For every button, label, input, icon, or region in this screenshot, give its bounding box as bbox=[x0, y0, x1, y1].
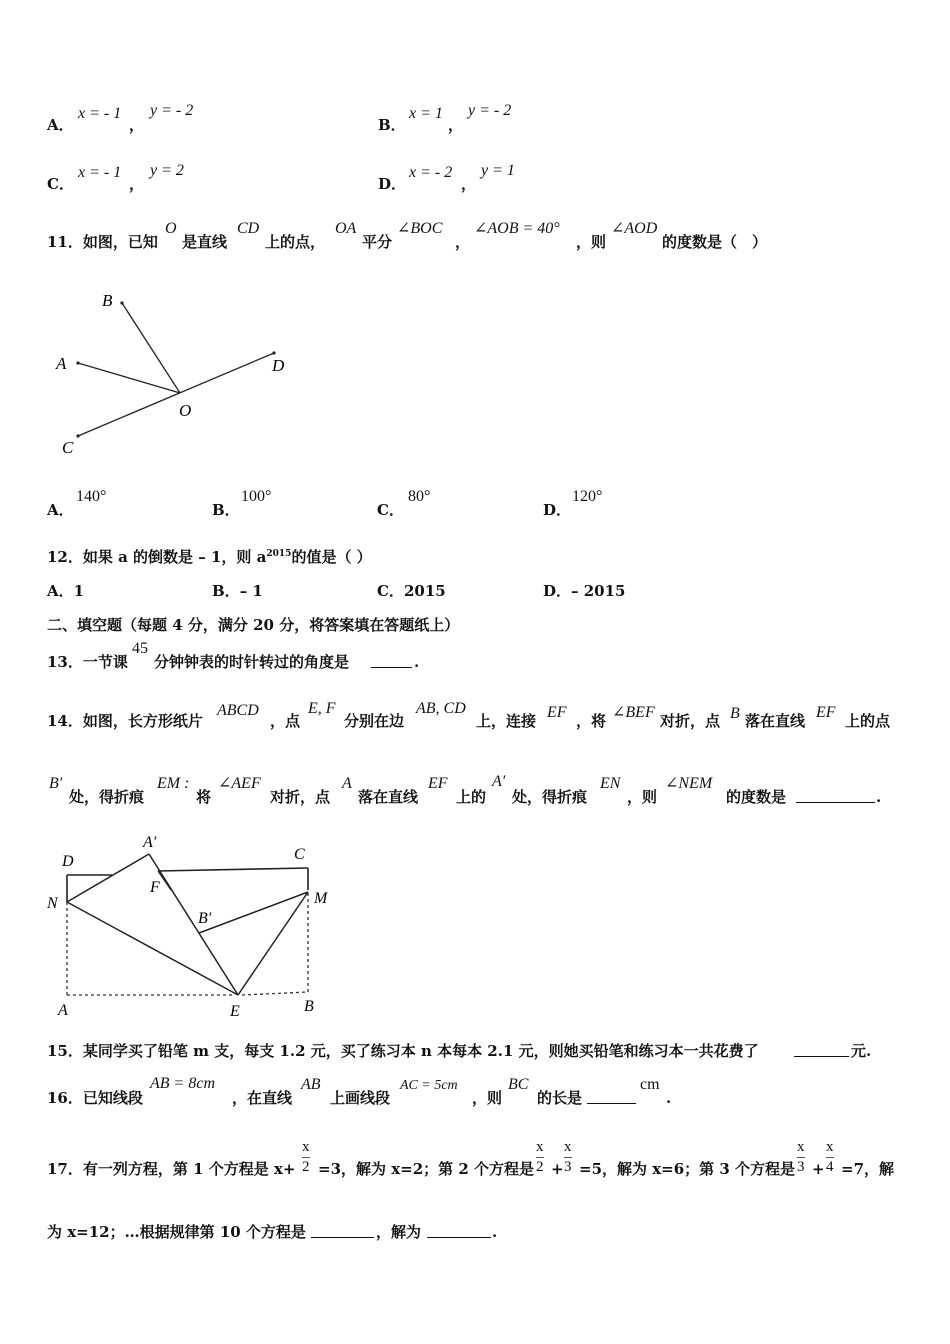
section-2-heading: 二、填空题（每题 4 分，满分 20 分，将答案填在答题纸上） bbox=[47, 616, 460, 634]
q11-line-cd: CD bbox=[237, 220, 260, 237]
q17-stem-3: =5，解为 x=6；第 3 个方程是 bbox=[579, 1160, 796, 1178]
q12-option-b: B．– 1 bbox=[212, 582, 263, 600]
q11-stem-4: 平分 bbox=[362, 233, 393, 251]
q14-angle-bef: ∠BEF bbox=[612, 704, 655, 721]
q16-stem-5: 的长是 bbox=[537, 1089, 583, 1107]
q11-option-b-letter: B． bbox=[212, 501, 240, 519]
q14-label-a-prime: A′ bbox=[143, 834, 157, 851]
q11-option-c-letter: C． bbox=[377, 501, 404, 519]
q14-crease-en: EN bbox=[600, 775, 621, 792]
q10-option-c-letter: C． bbox=[47, 175, 74, 193]
q17-stem-4: =7，解 bbox=[841, 1160, 895, 1178]
q14-label-f: F bbox=[150, 879, 160, 896]
q10-option-b-x: x = 1 bbox=[409, 105, 443, 122]
q11-option-c-value: 80° bbox=[408, 488, 431, 505]
q11-option-a-value: 140° bbox=[76, 488, 107, 505]
q16-stem-3: 上画线段 bbox=[330, 1089, 391, 1107]
q16-stem-2: ，在直线 bbox=[232, 1089, 293, 1107]
q10-comma: ， bbox=[461, 175, 477, 193]
q11-stem-2: 是直线 bbox=[182, 233, 228, 251]
q14-sides-ab-cd: AB, CD bbox=[416, 700, 466, 717]
q14-l2-5: 对折，点 bbox=[270, 788, 331, 806]
q11-angle-boc: ∠BOC bbox=[397, 220, 443, 237]
q11-stem-5: ， bbox=[455, 233, 471, 251]
q17-fraction-5: x 4 bbox=[826, 1139, 834, 1175]
q14-l1-6: 上，连接 bbox=[476, 712, 537, 730]
q13-stem-2: 分钟钟表的时针转过的角度是 bbox=[154, 653, 350, 671]
q11-label-a: A bbox=[56, 354, 67, 373]
q11-stem-7: 的度数是（ ） bbox=[662, 233, 768, 251]
q13-stem-1: 13．一节课 bbox=[47, 653, 128, 671]
q14-ef-2: EF bbox=[816, 704, 836, 721]
q10-comma: ， bbox=[129, 175, 145, 193]
q13-minutes: 45 bbox=[132, 640, 148, 657]
q14-l1-12: 落在直线 bbox=[745, 712, 806, 730]
q10-option-b-letter: B． bbox=[378, 116, 406, 134]
q14-l2-13: ，则 bbox=[627, 788, 658, 806]
q10-option-c-x: x = - 1 bbox=[78, 164, 122, 181]
q14-l1-4: 分别在边 bbox=[344, 712, 405, 730]
q15-end: 元. bbox=[851, 1042, 872, 1060]
q14-angle-nem: ∠NEM bbox=[665, 775, 713, 792]
q17-line2-1: 为 x=12；…根据规律第 10 个方程是 bbox=[47, 1223, 306, 1241]
q11-stem-3: 上的点， bbox=[265, 233, 326, 251]
q17-end: . bbox=[492, 1223, 498, 1241]
q14-l2-9: 上的 bbox=[456, 788, 487, 806]
q11-label-c: C bbox=[62, 438, 74, 457]
q11-option-b-value: 100° bbox=[241, 488, 272, 505]
q14-l1-0: 14．如图，长方形纸片 bbox=[47, 712, 203, 730]
q11-label-b: B bbox=[102, 291, 113, 310]
q17-answer-blank-2[interactable] bbox=[427, 1225, 491, 1238]
q14-l1-8: ，将 bbox=[576, 712, 607, 730]
q14-point-b-prime: B′ bbox=[49, 775, 63, 792]
q17-stem-1: 17．有一列方程，第 1 个方程是 x+ bbox=[47, 1160, 296, 1178]
q16-ac-5cm: AC = 5cm bbox=[400, 1078, 458, 1093]
q11-point-o: O bbox=[165, 220, 177, 237]
q17-plus-2: + bbox=[812, 1160, 825, 1178]
q14-answer-blank[interactable] bbox=[796, 790, 875, 803]
q17-fraction-3: x 3 bbox=[564, 1139, 572, 1175]
q11-line-ob bbox=[122, 303, 180, 393]
q10-option-d-letter: D． bbox=[378, 175, 407, 193]
q11-option-d-letter: D． bbox=[543, 501, 572, 519]
q11-option-a-letter: A． bbox=[47, 501, 74, 519]
q13-answer-blank[interactable] bbox=[371, 655, 412, 668]
q17-answer-blank-1[interactable] bbox=[311, 1225, 374, 1238]
q10-option-b-y: y = - 2 bbox=[468, 102, 512, 119]
q15-stem: 15．某同学买了铅笔 m 支，每支 1.2 元，买了练习本 n 本每本 2.1 元，则她买铅笔和练习本一共花费了 bbox=[47, 1042, 759, 1060]
q14-label-m: M bbox=[314, 890, 328, 907]
q11-stem-6: ，则 bbox=[576, 233, 607, 251]
q14-label-b-prime: B′ bbox=[198, 910, 212, 927]
q16-answer-blank[interactable] bbox=[587, 1091, 636, 1104]
q11-label-o: O bbox=[179, 401, 192, 420]
q17-fraction-2: x 2 bbox=[536, 1139, 544, 1175]
q17-fraction-1: x 2 bbox=[302, 1139, 310, 1175]
q10-comma: ， bbox=[129, 116, 145, 134]
q12-option-d: D．– 2015 bbox=[543, 582, 626, 600]
q14-l2-15: 的度数是 bbox=[726, 788, 787, 806]
q16-unit: cm bbox=[640, 1076, 660, 1093]
q15-answer-blank[interactable] bbox=[794, 1044, 849, 1057]
q14-l1-14: 上的点 bbox=[845, 712, 891, 730]
q14-end: . bbox=[876, 788, 882, 806]
q14-l1-2: ，点 bbox=[270, 712, 301, 730]
q16-stem-4: ，则 bbox=[472, 1089, 503, 1107]
q14-point-a: A bbox=[342, 775, 352, 792]
q11-line-oa bbox=[78, 363, 180, 393]
q14-l2-11: 处，得折痕 bbox=[512, 788, 588, 806]
q16-end: . bbox=[666, 1089, 672, 1107]
q11-angle-aob: ∠AOB = 40° bbox=[474, 220, 560, 237]
q14-label-d: D bbox=[62, 853, 74, 870]
q14-label-b: B bbox=[304, 998, 314, 1015]
q14-point-b: B bbox=[730, 705, 740, 722]
q11-ray-oa: OA bbox=[335, 220, 357, 237]
q12-option-a: A．1 bbox=[47, 582, 85, 600]
q16-ab: AB bbox=[301, 1076, 321, 1093]
q10-option-d-y: y = 1 bbox=[481, 162, 515, 179]
q11-figure bbox=[50, 285, 300, 460]
q11-stem-1: 11．如图，已知 bbox=[47, 233, 158, 251]
q14-ef-1: EF bbox=[547, 704, 567, 721]
q17-fraction-4: x 3 bbox=[797, 1139, 805, 1175]
q14-label-e: E bbox=[230, 1003, 240, 1020]
q14-rect-abcd: ABCD bbox=[217, 702, 259, 719]
q14-point-a-prime: A′ bbox=[492, 773, 506, 790]
q14-label-c: C bbox=[294, 846, 305, 863]
q14-l2-7: 落在直线 bbox=[358, 788, 419, 806]
q10-option-a-y: y = - 2 bbox=[150, 102, 194, 119]
q14-crease-em: EM : bbox=[157, 775, 190, 792]
q14-l2-1: 处，得折痕 bbox=[69, 788, 145, 806]
q10-option-a-letter: A． bbox=[47, 116, 74, 134]
q16-stem-1: 16．已知线段 bbox=[47, 1089, 143, 1107]
q14-angle-aef: ∠AEF bbox=[218, 775, 261, 792]
q14-figure bbox=[40, 830, 350, 1025]
q10-option-d-x: x = - 2 bbox=[409, 164, 453, 181]
q14-l1-10: 对折，点 bbox=[660, 712, 721, 730]
q11-label-d: D bbox=[272, 356, 285, 375]
q10-option-a-x: x = - 1 bbox=[78, 105, 122, 122]
q14-ef-3: EF bbox=[428, 775, 448, 792]
q14-l2-3: 将 bbox=[196, 788, 212, 806]
q13-end: . bbox=[414, 653, 420, 671]
q12-option-c: C．2015 bbox=[377, 582, 446, 600]
q10-comma: ， bbox=[448, 116, 464, 134]
q14-label-a: A bbox=[58, 1002, 68, 1019]
q11-angle-aod: ∠AOD bbox=[611, 220, 658, 237]
q17-line2-2: ，解为 bbox=[376, 1223, 422, 1241]
q16-ab-8cm: AB = 8cm bbox=[150, 1075, 215, 1092]
q17-stem-2: =3，解为 x=2；第 2 个方程是 bbox=[318, 1160, 535, 1178]
q14-label-n: N bbox=[47, 895, 58, 912]
q12-stem: 12．如果 a 的倒数是 – 1，则 $a^{2015}$的值是（ ） bbox=[47, 548, 372, 566]
q17-plus-1: + bbox=[551, 1160, 564, 1178]
q12-exponent: 2015 bbox=[266, 549, 292, 559]
q14-points-ef: E, F bbox=[308, 700, 336, 717]
q11-option-d-value: 120° bbox=[572, 488, 603, 505]
q10-option-c-y: y = 2 bbox=[150, 162, 184, 179]
q11-line-cd bbox=[78, 353, 274, 436]
q16-bc: BC bbox=[508, 1076, 529, 1093]
